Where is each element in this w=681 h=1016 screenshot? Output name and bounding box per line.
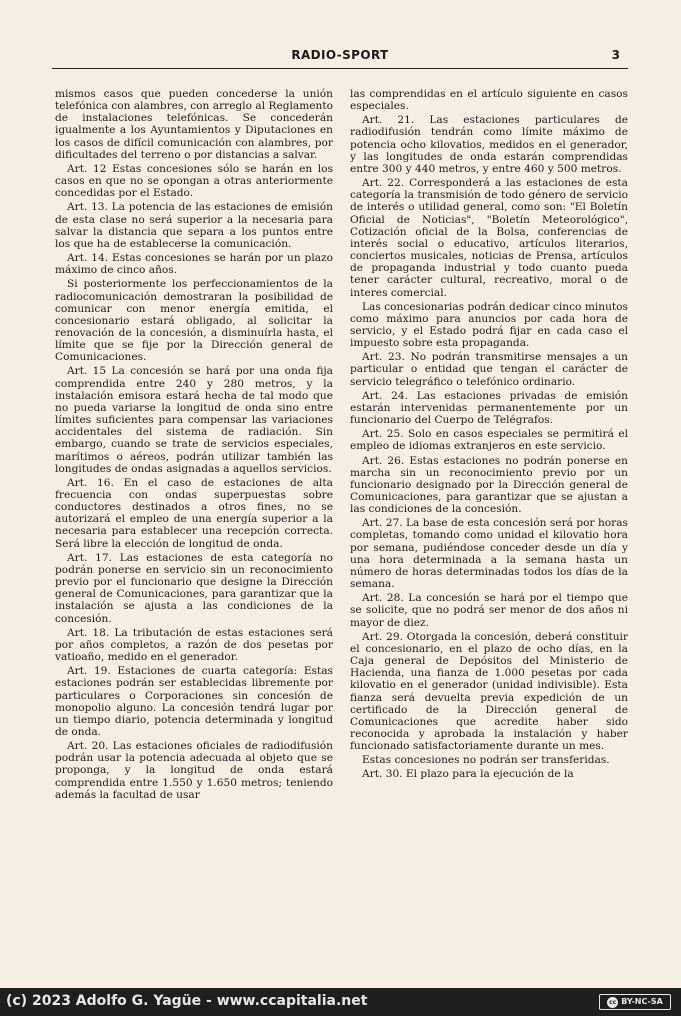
paragraph: Art. 26. Estas estaciones no podrán ponerse en marcha sin un reconocimiento previo por un funcionario designado por la Dirección general de Comunicaciones, para garantizar que se ajustan a las condiciones de la concesión. <box>350 454 628 516</box>
paragraph: Art. 15 La concesión se hará por una onda fija comprendida entre 240 y 280 metros, y la instalación emisora estará hecha de tal modo que no pueda variarse la longitud de onda sino entre límites suficientes para compensar las variaciones accidentales del sistema de radiación. Sin embargo, cuando se trate de servicios especiales, marítimos o aéreos, podrán utilizar también las longitudes de ondas asignadas a aquellos servicios. <box>55 365 333 475</box>
paragraph: Art. 14. Estas concesiones se harán por un plazo máximo de cinco años. <box>55 252 333 277</box>
header-title: RADIO-SPORT <box>291 48 389 62</box>
paragraph: Art. 24. Las estaciones privadas de emisión estarán intervenidas permanentemente por un funcionario del Cuerpo de Telégrafos. <box>350 389 628 427</box>
paragraph: Art. 28. La concesión se hará por el tiempo que se solicite, que no podrá ser menor de dos años ni mayor de diez. <box>350 592 628 629</box>
paragraph: Art. 20. Las estaciones oficiales de radiodifusión podrán usar la potencia adecuada al objeto que se proponga, y la longitud de onda estará comprendida entre 1.550 y 1.650 metros; teniendo además la facultad de usar <box>55 740 333 801</box>
copyright-credit: (c) 2023 Adolfo G. Yagüe - www.ccapitalia.net <box>6 993 368 1009</box>
paragraph: Art. 22. Corresponderá a las estaciones de esta categoría la transmisión de todo género de servicio de interés o utilidad general, como son: "El Boletín Oficial de Noticias", "Boletín Meteorológico", Cotización oficial de la Bolsa, conferencias de interés social o educativo, artículos literarios, conciertos musicales, noticias de Prensa, artículos de propaganda industrial y todo cuanto pueda tener carácter cultural, recreativo, moral o de interes comercial. <box>350 177 628 299</box>
paragraph: Art. 30. El plazo para la ejecución de la <box>362 768 574 781</box>
paragraph: Art. 29. Otorgada la concesión, deberá constituir el concesionario, en el plazo de ocho días, en la Caja general de Depósitos del Ministerio de Hacienda, una fianza de 1.000 pesetas por cada kilovatio en el generador (unidad indivisible). Esta fianza será devuelta previa expedición de un certificado de la Dirección general de Comunicaciones que acredite haber sido reconocida y aprobada la instalación y haber funcionado satisfactoriamente durante un mes. <box>350 630 628 753</box>
right-text-column <box>350 88 628 958</box>
paragraph: Art. 19. Estaciones de cuarta categoría: Estas estaciones podrán ser establecidas libremente por particulares o Corporaciones sin concesión de monopolio alguno. La concesión tendrá lugar por un tiempo diario, potencia determinada y longitud de onda. <box>55 665 333 738</box>
paragraph: Art. 27. La base de esta concesión será por horas completas, tomando como unidad el kilovatio hora por semana, pudiéndose conceder desde un día y una hora determinada a la semana hasta un número de horas determinadas todos los días de la semana. <box>350 517 628 591</box>
paragraph: Art. 25. Solo en casos especiales se permitirá el empleo de idiomas extranjeros en este servicio. <box>350 428 628 453</box>
paragraph: Art. 21. Las estaciones particulares de radiodifusión tendrán como límite máximo de potencia ocho kilovatios, medidos en el generador, y las longitudes de onda estarán comprendidas entre 300 y 440 metros, y entre 460 y 500 metros. <box>350 114 628 175</box>
paragraph: Art. 12 Estas concesiones sólo se harán en los casos en que no se opongan a otras anteriormente concedidas por el Estado. <box>55 162 333 200</box>
paragraph: Las concesionarias podrán dedicar cinco minutos como máximo para anuncios por cada hora de servicio, y el Estado podrá fijar en cada caso el impuesto sobre esta propaganda. <box>350 300 628 350</box>
page-number: 3 <box>611 48 620 62</box>
creative-commons-icon: cc <box>609 998 617 1006</box>
paragraph: Art. 18. La tributación de estas estaciones será por años completos, a razón de dos pesetas por vatioaño, medido en el generador. <box>55 626 333 664</box>
paragraph: las comprendidas en el artículo siguiente en casos especiales. <box>350 88 628 113</box>
paragraph: Art. 17. Las estaciones de esta categoría no podrán ponerse en servicio sin un reconocimiento previo por el funcionario que designe la Dirección general de Comunicaciones, para garantizar que la instalación se ajusta a las condiciones de la concesión. <box>55 551 333 625</box>
paragraph: Art. 13. La potencia de las estaciones de emisión de esta clase no será superior a la necesaria para salvar la distancia que separa a los puntos entre los que ha de establecerse la comunicación. <box>55 201 333 250</box>
paragraph: mismos casos que pueden concederse la unión telefónica con alambres, con arreglo al Reglamento de instalaciones telefónicas. Se concederán igualmente a los Ayuntamientos y Diputaciones en los casos de difícil comunicación con alambres, por dificultades del terreno o por distancias a salvar. <box>55 88 333 161</box>
paragraph: Art. 16. En el caso de estaciones de alta frecuencia con ondas superpuestas sobre conductores destinados a otros fines, no se autorizará el empleo de una energía superior a la necesaria para establecer una recepción correcta. Será libre la elección de longitud de onda. <box>55 476 333 550</box>
license-label: BY-NC-SA <box>621 997 663 1006</box>
page-header <box>52 48 628 69</box>
paragraph: Si posteriormente los perfeccionamientos de la radiocomunicación demostraran la posibilidad de comunicar con menor energía emitida, el concesionario estará obligado, al solicitar la renovación de la concesión, a disminuírla hasta, el límite que se fije por la Dirección general de Comunicaciones. <box>55 278 333 364</box>
paragraph: Estas concesiones no podrán ser transferidas. <box>362 754 610 767</box>
left-text-column <box>55 88 333 958</box>
footer-bar <box>0 988 681 1016</box>
cc-license-badge <box>599 994 671 1010</box>
paragraph: Art. 23. No podrán transmitirse mensajes a un particular o entidad que tengan el carácter de servicio telegráfico o telefónico ordinario. <box>350 351 628 388</box>
